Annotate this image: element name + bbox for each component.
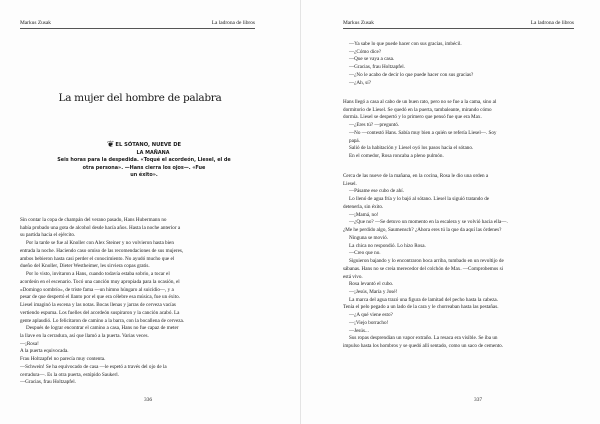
text-line: impulso hasta los hombros y se quedó allí sentado, como un saco de cemento. xyxy=(343,343,504,350)
text-line: —¡Viejo borracho! xyxy=(349,319,389,326)
epigraph-line: otra persona». —Hans cierra los ojos—. «Fue xyxy=(82,164,206,171)
text-line: Cerca de las nueve de la mañana, en la cocina, Rosa le dio una orden a xyxy=(343,173,489,179)
text-line: —¿Ah, sí? xyxy=(349,79,371,86)
text-line: Liesel imaginó la escena y las notas. Bocas llenas y jarras de cerveza vacías xyxy=(20,302,176,309)
text-line: «Domingo sombrío», de triste fama —un himno húngaro al suicidio—, y a xyxy=(20,286,174,293)
body-text-left xyxy=(20,217,272,387)
header-author: Markus Zusak xyxy=(20,20,51,26)
text-line: Por la tarde se fue al Knoller con Alex Steiner y no volvieron hasta bien xyxy=(26,240,174,247)
text-line: sábanas. Hans no se creía merecedor del colchón de Max. —Comprobemos si xyxy=(343,265,504,272)
text-line: —Gracias, frau Holtzapfel. xyxy=(349,64,405,71)
text-line: papá. xyxy=(349,137,360,144)
text-line: —¿No le acabo de decir lo que puede hacer con sus gracias? xyxy=(349,71,474,78)
text-line: detenerla, sin éxito. xyxy=(343,203,384,210)
chapter-title: La mujer del hombre de palabra xyxy=(58,92,222,104)
text-line: —Ya sabe lo que puede hacer con sus gracias, imbécil. xyxy=(349,41,462,47)
epigraph-line: LA MAÑANA xyxy=(136,149,170,156)
text-line: su partida hacia el ejército. xyxy=(20,232,76,239)
text-line: la llave en la cerradura, así que llamó a la puerta. Varias veces. xyxy=(20,333,149,340)
text-line: A la puerta equivocada. xyxy=(20,348,69,355)
text-line: —Creo que no. xyxy=(349,250,381,257)
text-line: Sus ropas desprendían un vapor extraño. La resaca era visible. Se iba un xyxy=(349,335,498,342)
text-line: Hans llegó a casa al cabo de un buen rato, pero no se fue a la cama, sino al xyxy=(343,99,497,105)
text-line: dormía. Liesel se despertó y lo primero que pensó fue que era Max. xyxy=(343,114,482,121)
fleuron-icon: ❦ xyxy=(106,140,115,150)
text-line: cerradura—. Es la otra puerta, estúpido Saukerl. xyxy=(20,371,119,378)
epigraph-line: un éxito». xyxy=(130,172,158,179)
text-line: La marca del agua trazó una figura de lamitad del pecho hasta la cabeza. xyxy=(349,296,498,303)
text-line: La chica no respondió. Lo hizo Rosa. xyxy=(349,242,426,249)
text-line: vertiendo espuma. Los fuelles del acordeón suspiraron y la canción acabó. La xyxy=(20,309,180,316)
text-line: había probado una gota de alcohol desde hacía años. Hasta la noche anterior a xyxy=(20,224,181,231)
header-book-title: La ladrona de libros xyxy=(211,20,255,26)
chapter-epigraph xyxy=(55,142,233,180)
epigraph-line: Seis horas para la despedida. «Toqué el acordeón, Liesel, el de xyxy=(57,157,231,164)
text-line: —¿Que no? —Se detuvo un momento en la escalera y se volvió hacia ella—. xyxy=(349,219,508,226)
text-line: Después de lograr encontrar el camino a casa, Hans no fue capaz de meter xyxy=(26,325,179,332)
text-line: —Schwein! Se ha equivocado de casa —le espetó a través del ojo de la xyxy=(20,363,167,370)
text-line: —Gracias, frau Holtzapfel. xyxy=(20,379,76,386)
text-line: Tenía el pelo pegado a un lado de la cara y le chorreaban hasta las pestañas. xyxy=(343,304,499,311)
text-line: —Pásame ese cubo de ahí. xyxy=(349,188,404,195)
header-book-title: La ladrona de libros xyxy=(530,20,574,26)
text-line: —¿Eres tú? —preguntó. xyxy=(349,122,400,129)
text-line: dueño del Knoller, Dieter Westheimer, les sirviera copas gratis. xyxy=(20,263,150,270)
paragraph-block xyxy=(343,99,575,161)
running-header-right xyxy=(343,19,574,29)
paragraph-block xyxy=(343,173,575,351)
text-line: —¿A qué viene esto? xyxy=(349,312,393,319)
running-header-left xyxy=(20,19,255,29)
text-line: —¡Rosa! xyxy=(20,340,39,347)
text-line: —No —contestó Hans. Sabía muy bien a quién se refería Liesel—. Soy xyxy=(349,129,497,136)
text-line: —¡Mamá, no! xyxy=(349,211,379,218)
text-line: —Que se vaya a casa. xyxy=(349,56,395,63)
text-line: En el comedor, Rosa roncaba a pleno pulmón. xyxy=(349,153,444,160)
text-line: —¿Cómo dice? xyxy=(349,48,382,55)
text-line: —¡Jesús, María y José! xyxy=(349,289,398,296)
page-number-right: 337 xyxy=(474,397,483,403)
text-line: —Jesús... xyxy=(349,327,369,334)
text-line: Salió de la habitación y Liesel oyó los pasos hacia el sótano. xyxy=(349,145,474,152)
header-author: Markus Zusak xyxy=(343,20,374,26)
text-line: Lo llenó de agua fría y lo bajó al sótano. Liesel la siguió tratando de xyxy=(349,196,490,203)
text-line: ¿Me he perdido algo, Saumensch? ¿Ahora eres tú la que da aquí las órdenes? xyxy=(343,227,502,234)
page-number-left: 336 xyxy=(144,397,153,403)
text-line: ambos bebieron hasta casi perder el conocimiento. No ayudó mucho que el xyxy=(20,255,175,262)
epigraph-line: EL SÓTANO, NUEVE DE xyxy=(115,142,182,148)
text-line: Frau Holtzapfel no parecía muy contenta. xyxy=(20,356,106,363)
text-line: está vivo. xyxy=(343,273,363,280)
text-line: entrada la noche. Haciendo caso omiso de las recomendaciones de sus mujeres, xyxy=(20,247,184,254)
text-line: Ninguna se movió. xyxy=(349,234,388,241)
dialogue-block xyxy=(343,41,575,87)
text-line: dormitorio de Liesel. Se quedó en la puerta, tambaleante, mirando cómo xyxy=(343,106,492,113)
text-line: Sin contar la copa de champán del verano pasado, Hans Hubermann no xyxy=(20,217,167,223)
text-line: acordeón en el escenario. Tocó una canción muy apropiada para la ocasión, el xyxy=(20,278,180,285)
text-line: Rosa levantó el cubo. xyxy=(349,281,394,288)
right-page xyxy=(300,0,600,424)
text-line: Por lo visto, invitaron a Hans, cuando todavía estaba sobrio, a tocar el xyxy=(26,271,170,278)
text-line: gente aplaudió. Lo felicitaron de camino a la barra, con la bocallena de cerveza. xyxy=(20,317,185,324)
text-line: pesar de que despertó el llanto por el que era célebre esa música, fue un éxito. xyxy=(20,294,181,301)
text-line: Siguieron bajando y lo encontraron boca arriba, tumbado en un revoltijo de xyxy=(349,258,504,265)
text-line: Liesel. xyxy=(343,180,357,187)
